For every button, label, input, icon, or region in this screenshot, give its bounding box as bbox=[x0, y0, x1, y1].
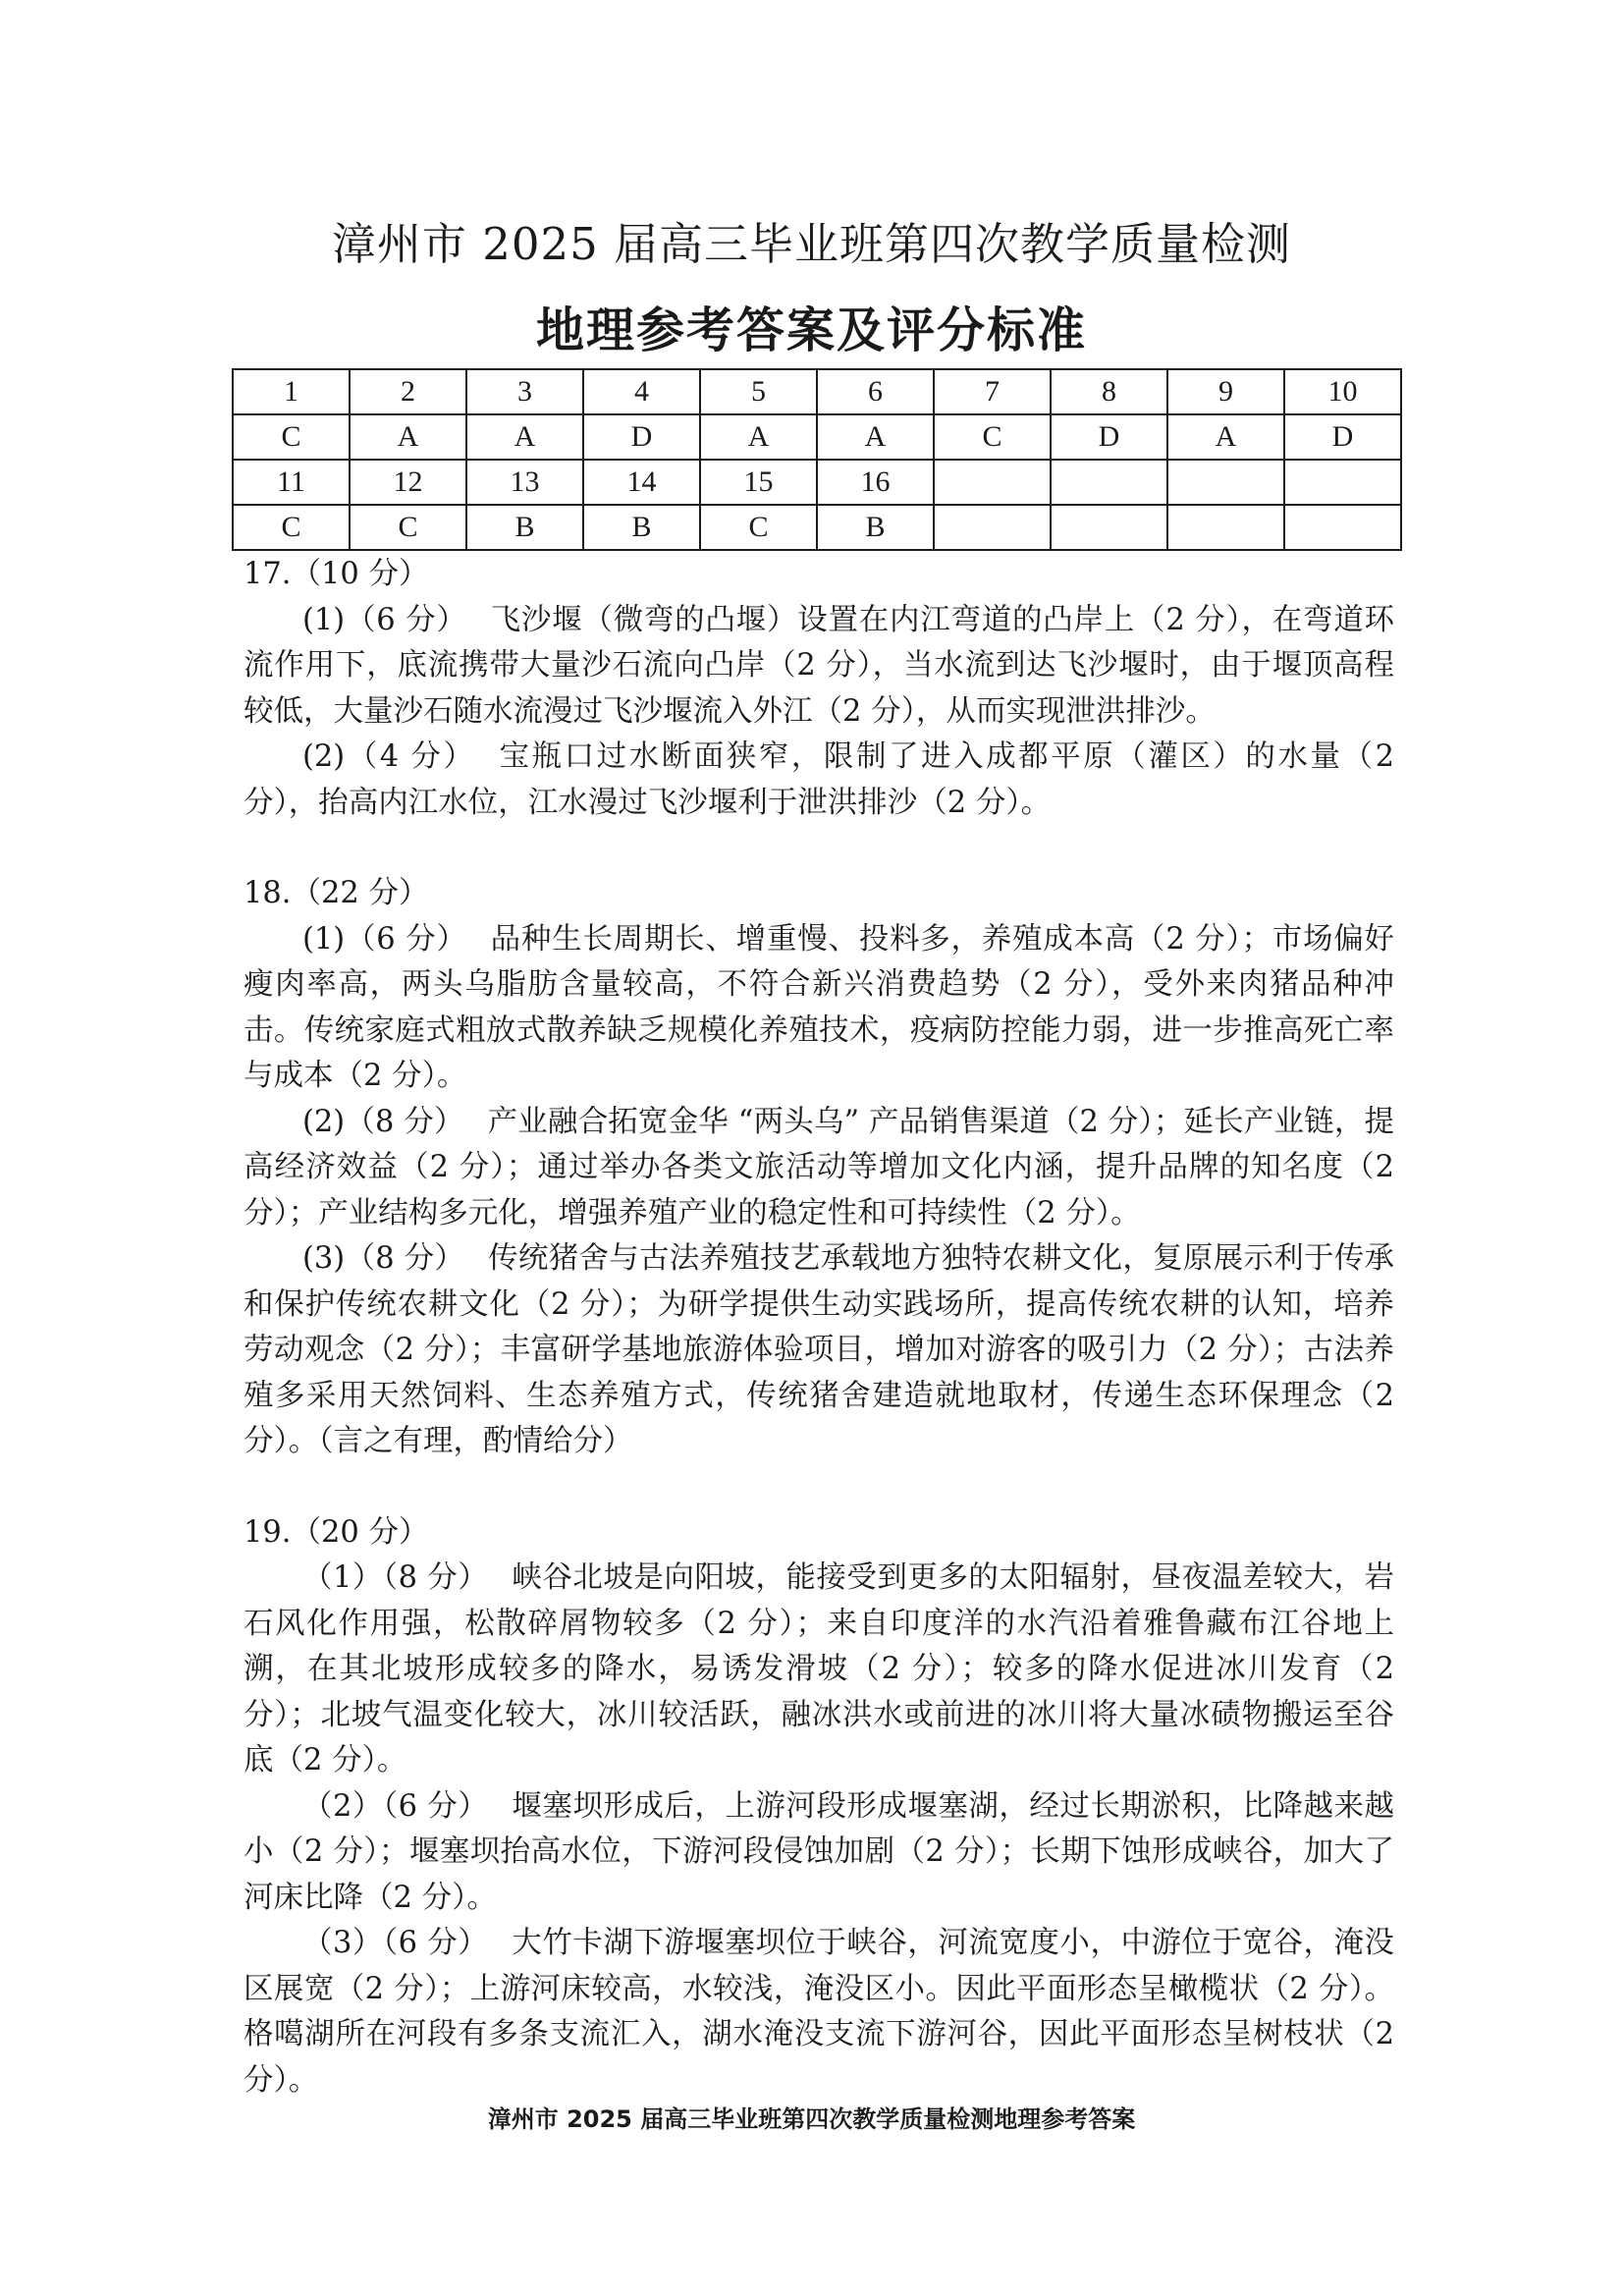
answer-cell: B bbox=[817, 505, 934, 550]
question-number-cell: 9 bbox=[1167, 369, 1284, 414]
answer-cell: C bbox=[934, 414, 1051, 460]
part-label: （1）（8 分） bbox=[302, 1560, 489, 1595]
question-number-cell: 10 bbox=[1284, 369, 1401, 414]
part-text: 飞沙堰（微弯的凸堰）设置在内江弯道的凸岸上（2 分），在弯道环流作用下，底流携带大量沙石流向凸岸（2 分），当水流到达飞沙堰时，由于堰顶高程较低，大量沙石随水流漫过飞沙堰流入外江（2 分），从而实现泄洪排沙。 bbox=[243, 602, 1394, 729]
part-label: (3)（8 分） bbox=[302, 1241, 465, 1276]
part-text: 大竹卡湖下游堰塞坝位于峡谷，河流宽度小，中游位于宽谷，淹没区展宽（2 分）；上游河床较高，水较浅，淹没区小。因此平面形态呈橄榄状（2 分）。格噶湖所在河段有多条支流汇入，湖水淹没支流下游河谷，因此平面形态呈树枝状（2 分）。 bbox=[243, 1926, 1394, 2098]
answer-row bbox=[233, 414, 1401, 460]
question-19-part-3 bbox=[243, 1921, 1394, 2104]
answer-cell bbox=[1284, 505, 1401, 550]
question-number-cell: 4 bbox=[583, 369, 700, 414]
part-text: 峡谷北坡是向阳坡，能接受到更多的太阳辐射，昼夜温差较大，岩石风化作用强，松散碎屑物较多（2 分）；来自印度洋的水汽沿着雅鲁藏布江谷地上溯，在其北坡形成较多的降水，易诱发滑坡（2 分）；较多的降水促进冰川发育（2 分）；北坡气温变化较大，冰川较活跃，融冰洪水或前进的冰川将大量冰碛物搬运至谷底（2 分）。 bbox=[243, 1560, 1394, 1777]
part-label: （2）（6 分） bbox=[302, 1788, 489, 1824]
question-number-cell: 6 bbox=[817, 369, 934, 414]
question-number-cell: 7 bbox=[934, 369, 1051, 414]
answer-cell: B bbox=[466, 505, 583, 550]
part-text: 产业融合拓宽金华 “两头乌” 产品销售渠道（2 分）；延长产业链，提高经济效益（2 分）；通过举办各类文旅活动等增加文化内涵，提升品牌的知名度（2 分）；产业结构多元化，增强养殖产业的稳定性和可持续性（2 分）。 bbox=[243, 1104, 1394, 1230]
answer-cell: D bbox=[1051, 414, 1167, 460]
answer-cell bbox=[934, 505, 1051, 550]
answer-cell bbox=[1051, 505, 1167, 550]
question-number-cell bbox=[1051, 460, 1167, 505]
question-number-cell bbox=[934, 460, 1051, 505]
question-number-cell: 14 bbox=[583, 460, 700, 505]
answer-cell: B bbox=[583, 505, 700, 550]
question-number-cell: 15 bbox=[700, 460, 817, 505]
question-number-cell bbox=[1167, 460, 1284, 505]
question-number-cell: 5 bbox=[700, 369, 817, 414]
question-number-cell: 1 bbox=[233, 369, 350, 414]
question-number-cell: 3 bbox=[466, 369, 583, 414]
question-number-cell: 8 bbox=[1051, 369, 1167, 414]
part-text: 品种生长周期长、增重慢、投料多，养殖成本高（2 分）；市场偏好瘦肉率高，两头乌脂肪含量较高，不符合新兴消费趋势（2 分），受外来肉猪品种冲击。传统家庭式粗放式散养缺乏规模化养殖技术，疫病防控能力弱，进一步推高死亡率与成本（2 分）。 bbox=[243, 921, 1394, 1093]
part-label: (2)（8 分） bbox=[302, 1104, 464, 1139]
question-19-part-2 bbox=[243, 1784, 1394, 1922]
question-17-heading: 17.（10 分） bbox=[243, 557, 429, 591]
question-18-part-3 bbox=[243, 1236, 1394, 1465]
part-text: 传统猪舍与古法养殖技艺承载地方独特农耕文化，复原展示利于传承和保护传统农耕文化（2 分）；为研学提供生动实践场所，提高传统农耕的认知，培养劳动观念（2 分）；丰富研学基地旅游体验项目，增加对游客的吸引力（2 分）；古法养殖多采用天然饲料、生态养殖方式，传统猪舍建造就地取材，传递生态环保理念（2 分）。（言之有理，酌情给分） bbox=[243, 1241, 1394, 1458]
part-label: (1)（6 分） bbox=[302, 602, 467, 637]
question-number-cell: 12 bbox=[350, 460, 466, 505]
answer-cell: A bbox=[817, 414, 934, 460]
answer-cell bbox=[1167, 505, 1284, 550]
part-text: 堰塞坝形成后，上游河段形成堰塞湖，经过长期淤积，比降越来越小（2 分）；堰塞坝抬高水位，下游河段侵蚀加剧（2 分）；长期下蚀形成峡谷，加大了河床比降（2 分）。 bbox=[243, 1788, 1394, 1915]
part-text: 宝瓶口过水断面狭窄，限制了进入成都平原（灌区）的水量（2 分），抬高内江水位，江水漫过飞沙堰利于泄洪排沙（2 分）。 bbox=[243, 739, 1395, 820]
page-footer: 漳州市 2025 届高三毕业班第四次教学质量检测地理参考答案 bbox=[487, 2105, 1136, 2133]
question-18-heading: 18.（22 分） bbox=[243, 876, 429, 910]
question-number-row bbox=[233, 460, 1401, 505]
question-number-cell: 2 bbox=[350, 369, 466, 414]
question-number-row bbox=[233, 369, 1401, 414]
answer-cell: A bbox=[466, 414, 583, 460]
answer-cell: A bbox=[700, 414, 817, 460]
part-label: (1)（6 分） bbox=[302, 921, 467, 957]
answer-content bbox=[243, 552, 1394, 2104]
question-number-cell: 11 bbox=[233, 460, 350, 505]
question-18-part-1 bbox=[243, 917, 1394, 1100]
question-17-part-1 bbox=[243, 598, 1394, 736]
question-number-cell bbox=[1284, 460, 1401, 505]
question-18-part-2 bbox=[243, 1100, 1394, 1237]
question-19-heading: 19.（20 分） bbox=[243, 1514, 429, 1550]
part-label: （3）（6 分） bbox=[302, 1926, 489, 1960]
answer-cell: D bbox=[583, 414, 700, 460]
answer-table bbox=[232, 368, 1402, 551]
page-title: 漳州市 2025 届高三毕业班第四次教学质量检测 bbox=[331, 218, 1292, 270]
answer-row bbox=[233, 505, 1401, 550]
question-number-cell: 13 bbox=[466, 460, 583, 505]
answer-cell: C bbox=[233, 505, 350, 550]
question-number-cell: 16 bbox=[817, 460, 934, 505]
answer-cell: D bbox=[1284, 414, 1401, 460]
question-19-part-1 bbox=[243, 1556, 1394, 1784]
part-label: (2)（4 分） bbox=[302, 739, 476, 774]
answer-cell: C bbox=[233, 414, 350, 460]
answer-cell: C bbox=[350, 505, 466, 550]
answer-cell: C bbox=[700, 505, 817, 550]
question-17-part-2 bbox=[243, 735, 1394, 826]
page-subtitle: 地理参考答案及评分标准 bbox=[535, 302, 1087, 358]
answer-cell: A bbox=[350, 414, 466, 460]
answer-cell: A bbox=[1167, 414, 1284, 460]
